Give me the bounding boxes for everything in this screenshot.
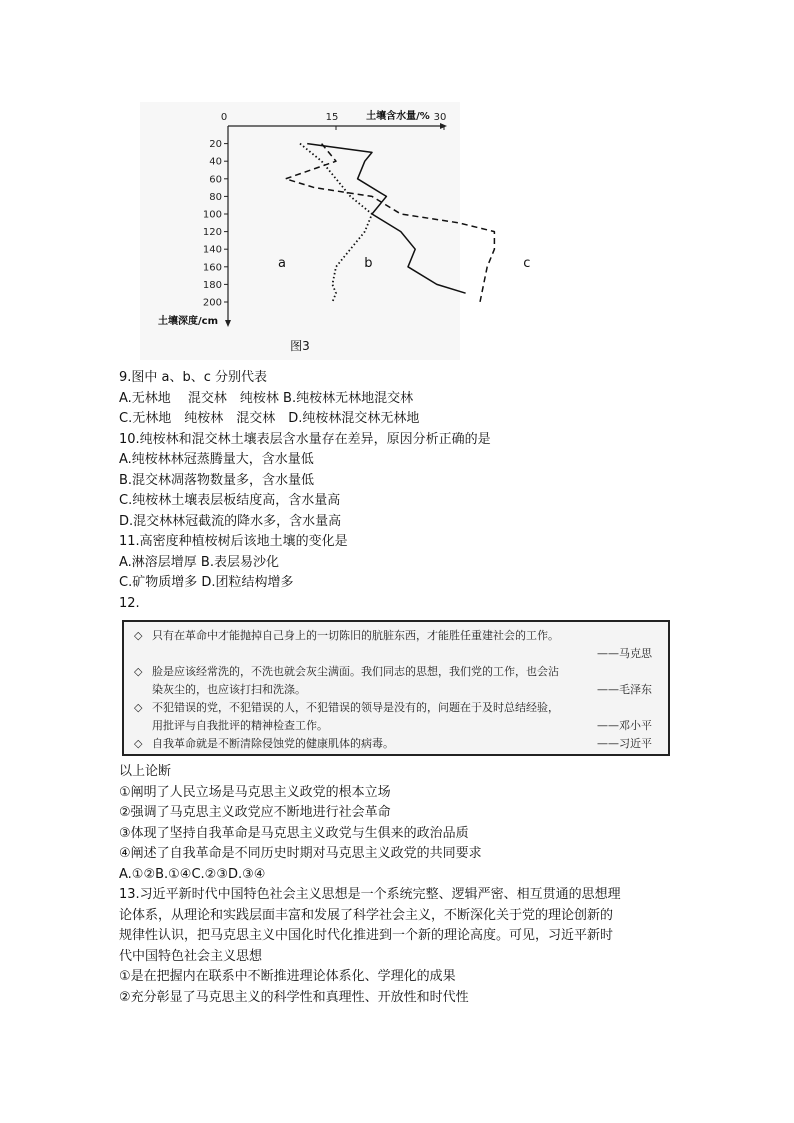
quote-author: ——习近平 — [597, 737, 652, 750]
y-axis-title: 土壤深度/cm — [158, 316, 218, 327]
question-line: C.无林地 纯桉林 混交林 D.纯桉林混交林无林地 — [119, 411, 420, 426]
question-line: 以上论断 — [119, 764, 172, 779]
quote-text: 自我革命就是不断清除侵蚀党的健康肌体的病毒。 — [152, 737, 394, 750]
quote-text: 只有在革命中才能抛掉自己身上的一切陈旧的肮脏东西，才能胜任重建社会的工作。 — [152, 629, 559, 642]
x-axis-title: 土壤含水量/% — [366, 111, 430, 122]
y-tick-label: 180 — [202, 279, 222, 291]
diamond-icon: ◇ — [134, 665, 143, 678]
y-tick-label: 60 — [209, 174, 222, 186]
question-line: 12. — [119, 595, 140, 611]
quote-author: ——马克思 — [597, 647, 652, 660]
series-label: c — [523, 255, 531, 271]
question-line: ④阐述了自我革命是不同历史时期对马克思主义政党的共同要求 — [119, 846, 482, 861]
question-line: ②强调了马克思主义政党应不断地进行社会革命 — [119, 805, 391, 820]
y-tick-label: 140 — [202, 244, 222, 256]
question-line: 10.纯桉林和混交林土壤表层含水量存在差异，原因分析正确的是 — [119, 431, 491, 447]
series-label: b — [364, 255, 373, 271]
quote-text-cont: 染灰尘的，也应该打扫和洗涤。 — [152, 683, 306, 696]
y-tick-label: 120 — [202, 227, 222, 239]
question-line: ②充分彰显了马克思主义的科学性和真理性、开放性和时代性 — [119, 989, 469, 1005]
series-line-a — [300, 144, 372, 302]
question-line: A.①②B.①④C.②③D.③④ — [119, 866, 266, 882]
x-tick-label: 15 — [325, 112, 339, 123]
figure-caption: 图3 — [290, 339, 310, 353]
quote-author: ——毛泽东 — [597, 683, 652, 696]
question-line: 代中国特色社会主义思想 — [119, 948, 263, 964]
question-line: C.矿物质增多 D.团粒结构增多 — [119, 575, 294, 590]
diamond-icon: ◇ — [134, 737, 143, 750]
quote-text: 不犯错误的党，不犯错误的人，不犯错误的领导是没有的，问题在于及时总结经验， — [152, 701, 559, 714]
y-tick-label: 20 — [209, 139, 222, 151]
question-line: ①是在把握内在联系中不断推进理论体系化、学理化的成果 — [119, 969, 456, 984]
question-line: ①阐明了人民立场是马克思主义政党的根本立场 — [119, 784, 391, 800]
question-line: A.纯桉林林冠蒸腾量大，含水量低 — [119, 452, 314, 467]
question-line: A.淋溶层增厚 B.表层易沙化 — [119, 554, 279, 570]
question-line: 13.习近平新时代中国特色社会主义思想是一个系统完整、逻辑严密、相互贯通的思想理 — [119, 887, 621, 902]
quote-text: 脸是应该经常洗的，不洗也就会灰尘满面。我们同志的思想，我们党的工作，也会沾 — [152, 665, 559, 678]
question-line: 9.图中 a、b、c 分别代表 — [119, 370, 268, 385]
series-line-b — [307, 144, 465, 294]
x-tick-label: 30 — [433, 112, 447, 123]
question-line: 论体系，从理论和实践层面丰富和发展了科学社会主义，不断深化关于党的理论创新的 — [119, 907, 614, 923]
diamond-icon: ◇ — [134, 629, 143, 642]
soil-moisture-chart — [140, 102, 531, 360]
quote-author: ——邓小平 — [597, 719, 652, 732]
quote-box — [122, 620, 670, 756]
question-line: D.混交林林冠截流的降水多，含水量高 — [119, 513, 342, 529]
question-line: ③体现了坚持自我革命是马克思主义政党与生俱来的政治品质 — [119, 825, 469, 841]
question-line: 规律性认识，把马克思主义中国化时代化推进到一个新的理论高度。可见，习近平新时 — [119, 928, 614, 943]
y-tick-label: 200 — [202, 297, 222, 309]
diamond-icon: ◇ — [134, 701, 143, 714]
question-line: A.无林地 混交林 纯桉林 B.纯桉林无林地混交林 — [119, 390, 414, 406]
soil-moisture-figure — [140, 102, 531, 360]
question-line: B.混交林凋落物数量多，含水量低 — [119, 472, 315, 488]
x-tick-label: 0 — [220, 112, 228, 123]
quote-text-cont: 用批评与自我批评的精神检查工作。 — [152, 719, 328, 732]
series-line-c — [286, 144, 495, 302]
question-line: 11.高密度种植桉树后该地土壤的变化是 — [119, 534, 348, 549]
y-tick-label: 100 — [202, 209, 222, 221]
y-tick-label: 40 — [209, 156, 222, 168]
series-label: a — [278, 255, 286, 271]
y-tick-label: 80 — [209, 191, 222, 203]
y-axis-arrow — [225, 320, 231, 327]
y-tick-label: 160 — [202, 262, 222, 274]
question-line: C.纯桉林土壤表层板结度高，含水量高 — [119, 493, 341, 508]
